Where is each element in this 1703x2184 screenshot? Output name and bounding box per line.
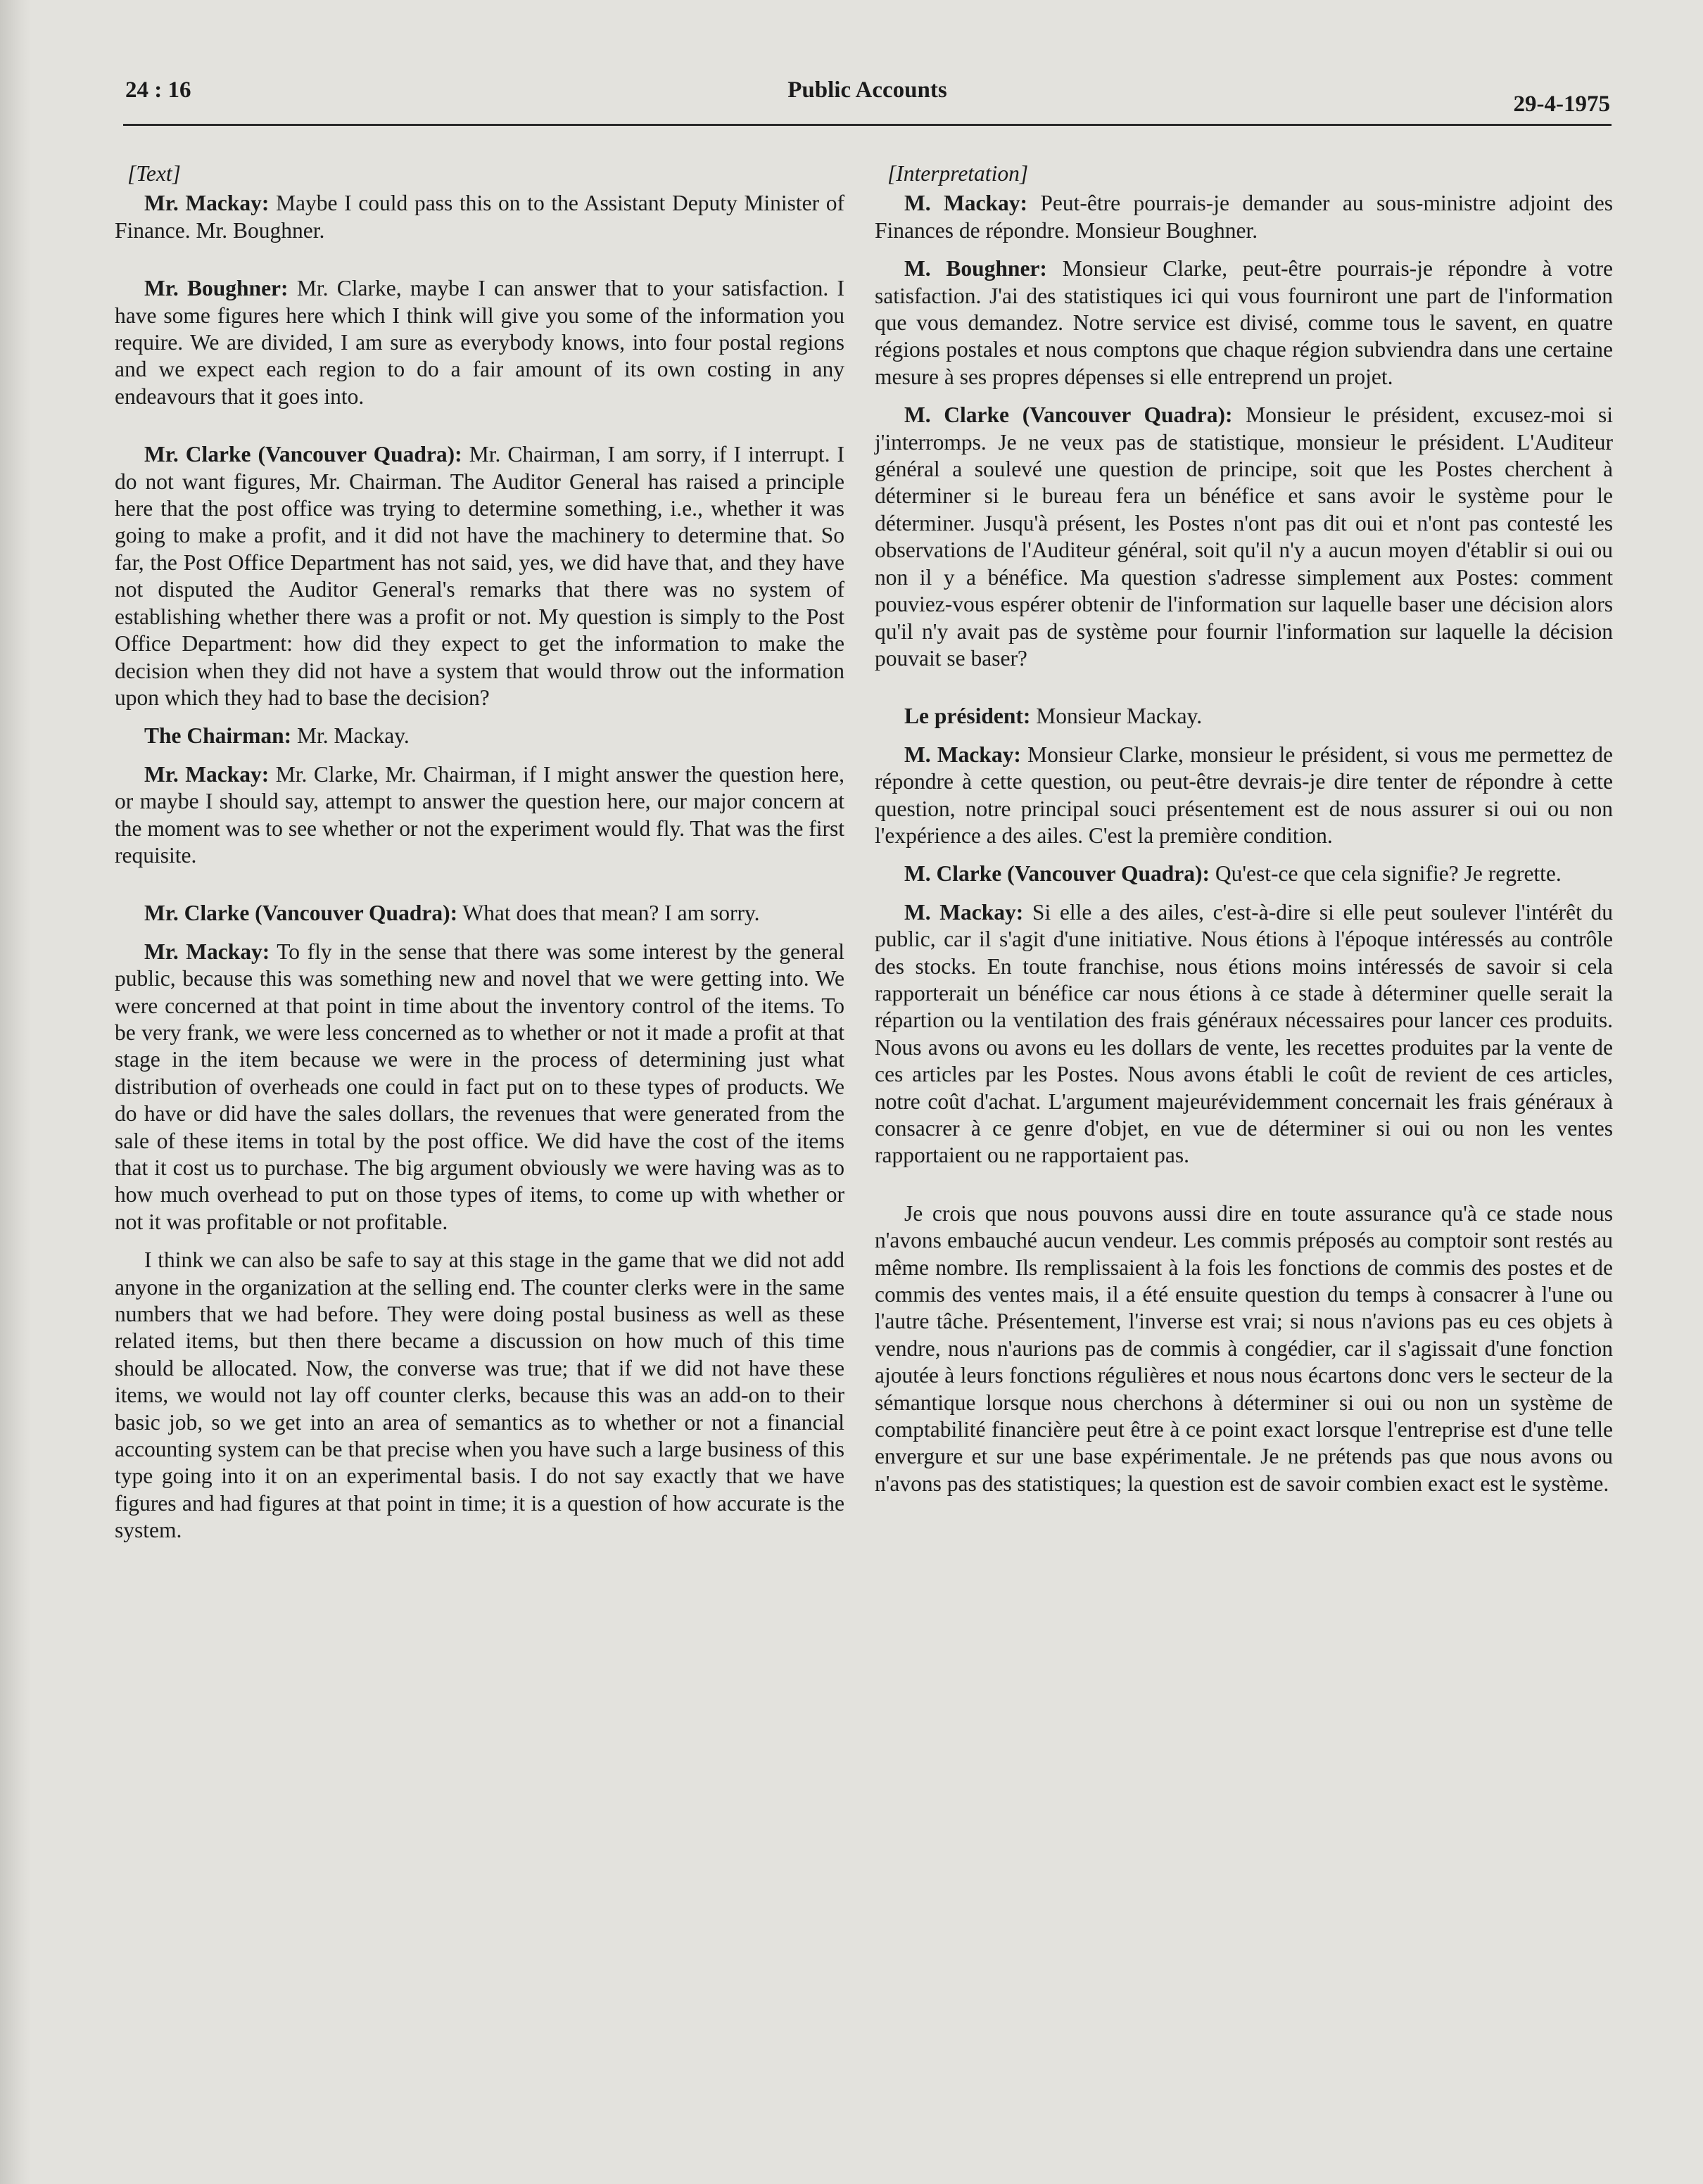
paragraph (875, 861, 1613, 887)
speaker-name: Mr. Boughner: (144, 276, 289, 301)
paragraph-text: Mr. Mackay. (297, 723, 410, 749)
header-rule (123, 124, 1612, 126)
speaker-name: M. Mackay: (904, 191, 1027, 216)
paragraph-text: I think we can also be safe to say at this stage in the game that we did not add anyone in the organization at the selling end. The counter clerks were in the same numbers that we had before. They were doing postal business as well as these related items, but then there became a discussion on how much of this time should be allocated. Now, the converse was true; that if we did not have these items, we would not lay off counter clerks, because this was an add-on to their basic job, so we get into an area of semantics as to whether or not a financial accounting system can be that precise when you have such a large business of this type going into it on an experimental basis. I do not say exactly that we have figures and had figures at that point in time; it is a question of how accurate is the system. (115, 1247, 844, 1543)
paragraph-text: Monsieur le président, excusez-moi si j'interromps. Je ne veux pas de statistique, monsieur le président. L'Auditeur général a soulevé une question de principe, soit que les Postes cherchent à déterminer si le bureau fera un bénéfice et sans avoir le système pour le déterminer. Jusqu'à présent, les Postes n'ont pas dit oui et n'ont pas contesté les observations de l'Auditeur général, soit qu'il n'y a aucun moyen d'établir si oui ou non il y a bénéfice. Ma question s'adresse simplement aux Postes: comment pouviez-vous espérer obtenir de l'information sur laquelle baser une décision alors qu'il n'y avait pas de système pour fournir l'information sur laquelle la décision pouvait se baser? (875, 402, 1614, 671)
paragraph (115, 441, 844, 711)
paragraph (875, 190, 1613, 244)
paragraph-text: Monsieur Clarke, peut-être pourrais-je répondre à votre satisfaction. J'ai des statistiques ici qui vous fourniront une part de l'information que vous demandez. Notre service est divisé, comme tous le savent, en quatre régions postales et nous comptons que chaque région subviendra dans une certaine mesure à ses propres dépenses si elle entreprend un projet. (875, 256, 1614, 389)
paragraph (115, 275, 844, 410)
speaker-name: Mr. Mackay: (144, 191, 270, 216)
paragraph (875, 255, 1613, 391)
french-column (875, 160, 1613, 1509)
paragraph-text: Peut-être pourrais-je demander au sous-ministre adjoint des Finances de répondre. Monsieur Boughner. (875, 191, 1614, 243)
speaker-name: Mr. Clarke (Vancouver Quadra): (144, 442, 462, 467)
speaker-name: M. Boughner: (904, 256, 1047, 281)
english-column (115, 160, 844, 1556)
paragraph (875, 703, 1613, 730)
paragraph (115, 1247, 844, 1544)
paragraph-text: Maybe I could pass this on to the Assistant Deputy Minister of Finance. Mr. Boughner. (115, 191, 845, 243)
paragraph (875, 742, 1613, 850)
paragraph (875, 899, 1613, 1169)
paragraph-text: Monsieur Mackay. (1036, 704, 1203, 729)
paragraph-text: Mr. Clarke, Mr. Chairman, if I might answer the question here, or maybe I should say, attempt to answer the question here, our major concern at the moment was to see whether or not the experiment would fly. That was the first requisite. (115, 761, 844, 868)
speaker-name: M. Clarke (Vancouver Quadra): (904, 861, 1210, 887)
speaker-name: Le président: (904, 704, 1031, 729)
paragraph-text: Si elle a des ailes, c'est-à-dire si elle peut soulever l'intérêt du public, car il s'agit d'une initiative. Nous étions à l'époque intéressés au contrôle des stocks. En toute franchise, nous étions moins intéressés de savoir si cela rapporterait un bénéfice car nous étions à ce stade à déterminer quelle serait la répartion ou la ventilation des frais généraux nécessaires pour lancer ces produits. Nous avons ou avons eu les dollars de vente, les recettes produites par la vente de ces articles par les Postes. Nous avons établi le coût de revient de ces articles, notre coût d'achat. L'argument majeurévidemment concernait les frais généraux à consacrer à ce genre d'objet, en vue de déterminer si oui ou non les ventes rapportaient ou ne rapportaient pas. (875, 899, 1613, 1168)
page-binding-edge (0, 0, 31, 2184)
page-header (123, 77, 1612, 122)
paragraph-text: Mr. Chairman, I am sorry, if I interrupt. I do not want figures, Mr. Chairman. The Auditor General has raised a principle here that the post office was trying to determine something, i.e., whether it was going to make a profit, and it did not have the machinery to determine that. So far, the Post Office Department has not said, yes, we did have that, and they have not disputed the Auditor General's remarks that there was no system of establishing whether there was a profit or not. My question is simply to the Post Office Department: how did they expect to get the information to make the decision when they did not have a system that would throw out the information upon which they had to base the decision? (115, 442, 845, 710)
page-date: 29-4-1975 (1513, 91, 1610, 117)
paragraph-text: To fly in the sense that there was some interest by the general public, because this was something new and novel that we were getting into. We were concerned at that point in time about the inventory control of the items. To be very frank, we were less concerned as to whether or not it made a profit at that stage in the item because we were in the process of determining just what distribution of overheads one could in fact put on to these types of products. We do have or did have the sales dollars, the revenues that were generated from the sale of these items in total by the post office. We did have the cost of the items that it cost us to purchase. The big argument obviously we were having was as to how much overhead to put on those types of items, to come up with whether or not it was profitable or not profitable. (115, 939, 844, 1234)
speaker-name: M. Clarke (Vancouver Quadra): (904, 402, 1233, 428)
paragraph (115, 190, 844, 244)
running-title: Public Accounts (787, 77, 947, 103)
paragraph-text: What does that mean? I am sorry. (462, 901, 760, 926)
paragraph-text: Je crois que nous pouvons aussi dire en toute assurance qu'à ce stade nous n'avons embauché aucun vendeur. Les commis préposés au comptoir sont restés au même nombre. Ils remplissaient à la fois les fonctions de commis des postes et de commis des ventes mais, il a été ensuite question du temps à consacrer à l'une ou l'autre tâche. Présentement, l'inverse est vrai; si nous n'avions pas eu ces objets à vendre, nous n'aurions pas de commis à congédier, car il s'agissait d'une fonction ajoutée à leurs fonctions régulières et nous nous écartons donc vers le secteur de la sémantique lorsque nous cherchons à déterminer si oui ou non un système de comptabilité financière peut être à ce point exact lorsque l'entreprise est d'une telle envergure et sur une base expérimentale. Je ne prétends pas que nous avons ou n'avons pas des statistiques; la question est de savoir combien exact est le système. (875, 1200, 1613, 1496)
speaker-name: M. Mackay: (904, 742, 1021, 767)
paragraph-text: Qu'est-ce que cela signifie? Je regrette. (1215, 861, 1562, 887)
paragraph (115, 900, 844, 927)
speaker-name: The Chairman: (144, 723, 292, 749)
speaker-name: Mr. Mackay: (144, 761, 270, 787)
paragraph-text: Mr. Clarke, maybe I can answer that to your satisfaction. I have some figures here which I think will give you some of the information you require. We are divided, I am sure as everybody knows, into four postal regions and we expect each region to do a fair amount of its own costing in any endeavours that it goes into. (115, 276, 845, 409)
speaker-name: Mr. Mackay: (144, 939, 270, 964)
paragraph (115, 723, 844, 749)
paragraph (115, 761, 844, 870)
paragraph (115, 939, 844, 1236)
paragraph-text: Monsieur Clarke, monsieur le président, si vous me permettez de répondre à cette question, ou peut-être devrais-je dire tenter de répondre à cette question, notre principal souci présentement est de nous assurer si oui ou non l'expérience a des ailes. C'est la première condition. (875, 742, 1614, 848)
paragraph (875, 402, 1613, 672)
paragraph (875, 1200, 1613, 1497)
section-label: [Text] (127, 161, 181, 186)
section-label: [Interpretation] (887, 161, 1029, 186)
page-number: 24 : 16 (125, 77, 191, 103)
speaker-name: Mr. Clarke (Vancouver Quadra): (144, 901, 458, 926)
speaker-name: M. Mackay: (904, 899, 1024, 925)
